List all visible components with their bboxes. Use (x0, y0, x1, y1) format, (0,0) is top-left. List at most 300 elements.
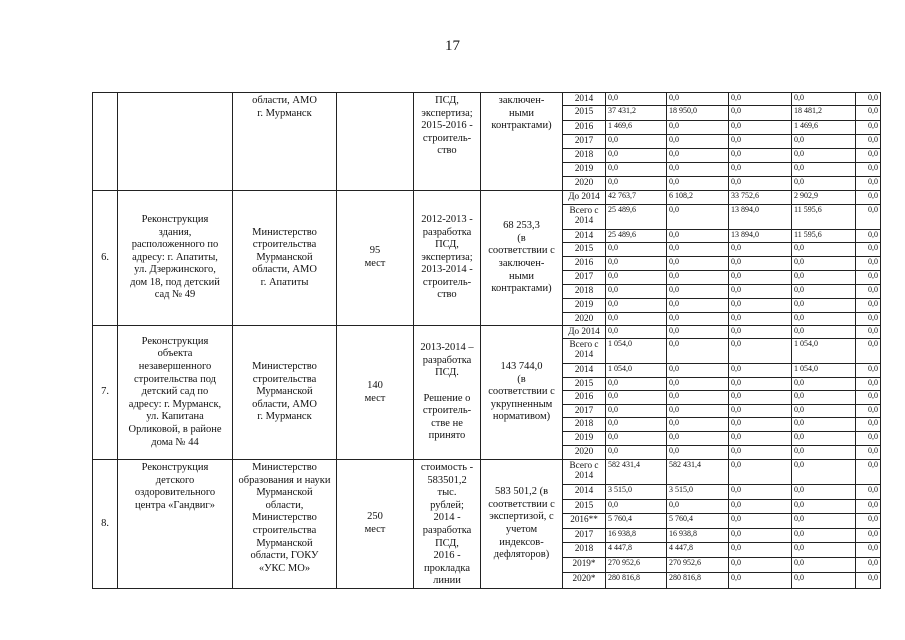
amount-local-cell: 0,0 (792, 391, 856, 405)
amount-total-cell: 1 054,0 (606, 339, 667, 364)
amount-federal-cell: 4 447,8 (667, 543, 729, 558)
customer (233, 93, 337, 191)
year-cell (563, 177, 606, 191)
year-cell (563, 500, 606, 514)
amount-regional-cell: 0,0 (729, 364, 792, 378)
cost-line: учетом (505, 523, 538, 535)
customer-line: Мурманской (256, 487, 313, 499)
year-label: До 2014 (568, 191, 600, 201)
amount-local-cell: 1 054,0 (792, 364, 856, 378)
amount-local-cell: 0,0 (792, 573, 856, 589)
project-name (118, 326, 233, 460)
project-name-line: ул. Дзержинского, (134, 264, 216, 276)
amount-local-cell: 11 595,6 (792, 205, 856, 230)
amount-total-cell: 0,0 (606, 257, 667, 271)
year-cell (563, 285, 606, 299)
project-name-line: сад № 49 (154, 289, 196, 301)
amount-total-cell: 1 054,0 (606, 364, 667, 378)
customer-line: образования и науки (238, 474, 331, 486)
amount-federal-cell: 0,0 (667, 313, 729, 326)
amount-total-cell: 0,0 (606, 326, 667, 339)
amount-regional-cell: 0,0 (729, 528, 792, 543)
project-name-line: Реконструкция (141, 462, 209, 473)
amount-total-cell: 0,0 (606, 135, 667, 149)
amount-local-cell: 11 595,6 (792, 230, 856, 243)
amount-total-cell: 0,0 (606, 285, 667, 299)
table-row (93, 326, 881, 339)
year-cell (563, 313, 606, 326)
year-label: 2017 (574, 135, 594, 145)
amount-total-cell: 0,0 (606, 446, 667, 460)
amount-regional-cell: 0,0 (729, 513, 792, 528)
amount-regional-cell: 0,0 (729, 285, 792, 299)
amount-other-cell: 0,0 (856, 543, 881, 558)
amount-other-cell: 0,0 (856, 513, 881, 528)
year-label: 2014 (574, 364, 594, 374)
project-name-line: дом 18, под детский (130, 276, 220, 288)
stage-line: 2012-2013 - (421, 213, 473, 225)
customer-line: Министерство (252, 226, 317, 238)
cost-line: экспертизой, с (489, 511, 554, 523)
year-label: 2014 (574, 349, 594, 360)
amount-other-cell: 0,0 (856, 313, 881, 326)
amount-total-cell: 25 489,6 (606, 230, 667, 243)
year-cell (563, 191, 606, 205)
year-cell (563, 257, 606, 271)
stage-line: ПСД, (435, 537, 459, 549)
amount-regional-cell: 13 894,0 (729, 230, 792, 243)
amount-other-cell: 0,0 (856, 230, 881, 243)
project-name (118, 93, 233, 191)
amount-federal-cell: 0,0 (667, 364, 729, 378)
year-cell (563, 432, 606, 446)
amount-regional-cell: 0,0 (729, 135, 792, 149)
capacity (337, 326, 414, 460)
amount-local-cell: 0,0 (792, 163, 856, 177)
amount-local-cell: 0,0 (792, 513, 856, 528)
amount-local-cell: 0,0 (792, 93, 856, 106)
year-label: 2016** (570, 513, 598, 524)
amount-other-cell: 0,0 (856, 271, 881, 285)
project-name-line: Реконструкция (141, 213, 209, 225)
amount-other-cell: 0,0 (856, 418, 881, 432)
project-name-line: детский сад по (141, 386, 209, 398)
amount-total-cell: 0,0 (606, 149, 667, 163)
year-cell (563, 271, 606, 285)
cost-line: 583 501,2 (в (494, 486, 549, 498)
amount-other-cell: 0,0 (856, 378, 881, 391)
amount-total-cell: 0,0 (606, 405, 667, 418)
cost-line: индексов- (499, 536, 544, 548)
amount-local-cell: 0,0 (792, 135, 856, 149)
amount-local-cell: 0,0 (792, 271, 856, 285)
amount-other-cell: 0,0 (856, 177, 881, 191)
year-label: 2015 (574, 378, 594, 388)
year-label: Всего с (569, 205, 599, 215)
year-label: 2015 (574, 500, 594, 511)
amount-federal-cell: 0,0 (667, 378, 729, 391)
capacity-line: мест (364, 258, 386, 269)
cost-line: ными (509, 270, 534, 282)
capacity-line: 140 (367, 379, 383, 391)
amount-federal-cell: 6 108,2 (667, 191, 729, 205)
amount-regional-cell: 0,0 (729, 271, 792, 285)
amount-other-cell: 0,0 (856, 285, 881, 299)
amount-other-cell: 0,0 (856, 485, 881, 500)
cost-line: 143 744,0 (500, 361, 543, 373)
stage-line: строитель- (422, 132, 472, 144)
project-name-line: центра «Гандвиг» (135, 499, 215, 511)
amount-local-cell: 0,0 (792, 446, 856, 460)
amount-local-cell: 0,0 (792, 177, 856, 191)
capacity (337, 460, 414, 589)
year-cell (563, 391, 606, 405)
customer-line: области, (265, 499, 304, 511)
year-cell (563, 364, 606, 378)
amount-other-cell: 0,0 (856, 432, 881, 446)
stage-line: Решение о (423, 392, 471, 404)
amount-local-cell: 0,0 (792, 285, 856, 299)
year-cell (563, 93, 606, 106)
cost-line: соответствии с (488, 245, 555, 257)
year-label: 2014 (574, 470, 594, 481)
amount-total-cell: 0,0 (606, 432, 667, 446)
stage-line: стве не (431, 417, 463, 429)
year-label: 2014 (574, 215, 594, 226)
customer-line: области, АМО (252, 95, 317, 106)
amount-other-cell: 0,0 (856, 339, 881, 364)
year-label: 2017 (574, 405, 594, 415)
estimated-cost (481, 93, 563, 191)
cost-line: дефляторов) (493, 549, 550, 561)
year-cell (563, 230, 606, 243)
amount-other-cell: 0,0 (856, 243, 881, 257)
amount-local-cell: 0,0 (792, 543, 856, 558)
stage-line: рублей; (430, 499, 464, 511)
amount-federal-cell: 0,0 (667, 149, 729, 163)
project-name-line: адресу: г. Мурманск, (128, 398, 222, 410)
amount-local-cell: 0,0 (792, 558, 856, 573)
amount-federal-cell: 3 515,0 (667, 485, 729, 500)
amount-other-cell: 0,0 (856, 149, 881, 163)
stage-line: строитель- (422, 405, 472, 417)
amount-local-cell: 0,0 (792, 299, 856, 313)
amount-local-cell: 0,0 (792, 243, 856, 257)
stage-line: разработка (422, 226, 472, 238)
customer-line: г. Мурманск (257, 107, 312, 119)
stage-line: ПСД, (435, 95, 459, 106)
stage-line: ПСД. (435, 367, 459, 379)
amount-federal-cell: 0,0 (667, 500, 729, 514)
amount-total-cell: 42 763,7 (606, 191, 667, 205)
cost-line: соответствии с (488, 498, 555, 510)
table-row (93, 191, 881, 205)
amount-regional-cell: 33 752,6 (729, 191, 792, 205)
year-cell (563, 485, 606, 500)
year-label: 2020 (574, 177, 594, 187)
stage-line: 2013-2014 – (420, 342, 474, 354)
amount-other-cell: 0,0 (856, 500, 881, 514)
customer-line: Министерство (252, 462, 317, 473)
customer-line: Мурманской (256, 251, 313, 263)
amount-total-cell: 25 489,6 (606, 205, 667, 230)
capacity-line: 250 (367, 511, 383, 523)
amount-regional-cell: 0,0 (729, 339, 792, 364)
year-cell (563, 378, 606, 391)
year-cell (563, 149, 606, 163)
customer-line: строительства (252, 239, 317, 251)
amount-federal-cell: 0,0 (667, 121, 729, 135)
year-label: До 2014 (568, 326, 600, 336)
amount-federal-cell: 0,0 (667, 177, 729, 191)
amount-federal-cell: 0,0 (667, 339, 729, 364)
estimated-cost (481, 460, 563, 589)
amount-regional-cell: 0,0 (729, 93, 792, 106)
project-name-line: расположенного по (131, 239, 219, 251)
amount-total-cell: 16 938,8 (606, 528, 667, 543)
amount-other-cell: 0,0 (856, 205, 881, 230)
cost-line: нормативом) (492, 411, 551, 423)
amount-local-cell: 0,0 (792, 418, 856, 432)
year-label: 2018 (574, 285, 594, 295)
year-cell (563, 543, 606, 558)
customer-line: области, АМО (252, 398, 317, 410)
amount-federal-cell: 0,0 (667, 243, 729, 257)
project-name-line: дома № 44 (151, 436, 199, 448)
year-label: 2019* (572, 558, 596, 569)
stage-line: строитель- (422, 276, 472, 288)
implementation-stages (414, 326, 481, 460)
year-label: 2018 (574, 543, 594, 554)
stage-line: 2015-2016 - (421, 120, 473, 132)
stage-line: прокладка (423, 562, 471, 574)
amount-federal-cell: 0,0 (667, 135, 729, 149)
year-label: 2019 (574, 163, 594, 173)
project-number: 7. (93, 326, 118, 460)
amount-federal-cell: 0,0 (667, 205, 729, 230)
year-cell (563, 163, 606, 177)
year-label: 2017 (574, 271, 594, 281)
year-label: 2019 (574, 299, 594, 309)
amount-regional-cell: 0,0 (729, 460, 792, 485)
implementation-stages (414, 460, 481, 589)
amount-total-cell: 0,0 (606, 391, 667, 405)
cost-line: 68 253,3 (503, 220, 540, 232)
amount-federal-cell: 0,0 (667, 299, 729, 313)
amount-total-cell: 270 952,6 (606, 558, 667, 573)
amount-total-cell: 0,0 (606, 299, 667, 313)
project-name-line: адресу: г. Апатиты, (132, 251, 218, 263)
investment-table (92, 92, 881, 589)
amount-total-cell: 0,0 (606, 500, 667, 514)
year-cell (563, 418, 606, 432)
amount-federal-cell: 0,0 (667, 257, 729, 271)
amount-other-cell: 0,0 (856, 391, 881, 405)
amount-federal-cell: 0,0 (667, 418, 729, 432)
stage-line: экспертиза; (421, 107, 473, 119)
amount-other-cell: 0,0 (856, 364, 881, 378)
amount-other-cell: 0,0 (856, 106, 881, 121)
amount-total-cell: 0,0 (606, 93, 667, 106)
amount-local-cell: 0,0 (792, 378, 856, 391)
amount-local-cell: 0,0 (792, 460, 856, 485)
amount-other-cell: 0,0 (856, 257, 881, 271)
customer-line: области, ГОКУ (250, 550, 319, 562)
amount-regional-cell: 0,0 (729, 163, 792, 177)
project-name-line: Реконструкция (141, 335, 209, 347)
stage-line (416, 380, 478, 393)
amount-federal-cell: 280 816,8 (667, 573, 729, 589)
amount-regional-cell: 0,0 (729, 573, 792, 589)
project-name (118, 191, 233, 326)
amount-regional-cell: 0,0 (729, 313, 792, 326)
amount-regional-cell: 0,0 (729, 149, 792, 163)
year-cell (563, 528, 606, 543)
year-label: 2016 (574, 391, 594, 401)
customer-line: «УКС МО» (258, 562, 311, 574)
amount-total-cell: 280 816,8 (606, 573, 667, 589)
amount-local-cell: 0,0 (792, 257, 856, 271)
amount-federal-cell: 0,0 (667, 285, 729, 299)
cost-line: соответствии с (488, 386, 555, 398)
amount-total-cell: 0,0 (606, 378, 667, 391)
amount-other-cell: 0,0 (856, 446, 881, 460)
amount-federal-cell: 5 760,4 (667, 513, 729, 528)
year-label: Всего с (569, 460, 599, 470)
amount-federal-cell: 582 431,4 (667, 460, 729, 485)
amount-total-cell: 5 760,4 (606, 513, 667, 528)
stage-line: принято (428, 430, 466, 442)
stage-line: ство (437, 145, 457, 157)
amount-other-cell: 0,0 (856, 326, 881, 339)
project-name-line: ул. Капитана (146, 411, 204, 423)
capacity (337, 93, 414, 191)
amount-federal-cell: 0,0 (667, 93, 729, 106)
customer-line: Министерство (252, 361, 317, 373)
project-name-line: Орликовой, в районе (128, 423, 222, 435)
amount-regional-cell: 0,0 (729, 106, 792, 121)
year-label: 2020 (574, 446, 594, 456)
year-label: 2020* (572, 573, 596, 583)
project-name (118, 460, 233, 589)
amount-regional-cell: 0,0 (729, 177, 792, 191)
year-label: Всего с (569, 339, 599, 349)
amount-federal-cell: 270 952,6 (667, 558, 729, 573)
amount-local-cell: 2 902,9 (792, 191, 856, 205)
year-label: 2019 (574, 432, 594, 442)
amount-other-cell: 0,0 (856, 573, 881, 589)
stage-line: ПСД, (435, 239, 459, 251)
year-cell (563, 243, 606, 257)
amount-other-cell: 0,0 (856, 191, 881, 205)
year-label: 2014 (574, 485, 594, 496)
project-name-line: незавершенного (138, 361, 212, 373)
amount-regional-cell: 0,0 (729, 485, 792, 500)
year-cell (563, 339, 606, 364)
amount-total-cell: 0,0 (606, 243, 667, 257)
cost-line: (в (517, 232, 526, 244)
stage-line: стоимость - (420, 462, 474, 473)
amount-local-cell: 0,0 (792, 326, 856, 339)
amount-regional-cell: 0,0 (729, 243, 792, 257)
year-label: 2015 (574, 243, 594, 253)
year-label: 2016 (574, 121, 594, 131)
amount-local-cell: 0,0 (792, 528, 856, 543)
capacity (337, 191, 414, 326)
project-number (93, 93, 118, 191)
amount-local-cell: 1 054,0 (792, 339, 856, 364)
amount-regional-cell: 0,0 (729, 326, 792, 339)
customer (233, 191, 337, 326)
customer (233, 326, 337, 460)
customer-line: строительства (252, 373, 317, 385)
project-number: 6. (93, 191, 118, 326)
capacity-line: мест (364, 392, 386, 404)
amount-federal-cell: 0,0 (667, 446, 729, 460)
amount-total-cell: 3 515,0 (606, 485, 667, 500)
amount-total-cell: 0,0 (606, 313, 667, 326)
customer (233, 460, 337, 589)
amount-local-cell: 0,0 (792, 500, 856, 514)
year-cell (563, 446, 606, 460)
year-label: 2016 (574, 257, 594, 267)
year-cell (563, 205, 606, 230)
amount-regional-cell: 0,0 (729, 257, 792, 271)
amount-federal-cell: 0,0 (667, 230, 729, 243)
amount-regional-cell: 0,0 (729, 405, 792, 418)
year-cell (563, 405, 606, 418)
amount-other-cell: 0,0 (856, 460, 881, 485)
year-label: 2014 (574, 230, 594, 240)
customer-line: области, АМО (252, 264, 317, 276)
amount-local-cell: 0,0 (792, 485, 856, 500)
year-cell (563, 121, 606, 135)
amount-other-cell: 0,0 (856, 299, 881, 313)
table-row (93, 93, 881, 106)
cost-line: ными (509, 107, 534, 119)
year-cell (563, 106, 606, 121)
amount-regional-cell: 0,0 (729, 558, 792, 573)
amount-regional-cell: 0,0 (729, 432, 792, 446)
stage-line: 2014 - (433, 512, 461, 524)
amount-federal-cell: 0,0 (667, 391, 729, 405)
amount-total-cell: 0,0 (606, 418, 667, 432)
amount-federal-cell: 0,0 (667, 405, 729, 418)
amount-federal-cell: 0,0 (667, 326, 729, 339)
amount-total-cell: 1 469,6 (606, 121, 667, 135)
stage-line: ство (437, 289, 457, 301)
amount-local-cell: 0,0 (792, 313, 856, 326)
year-cell (563, 558, 606, 573)
amount-regional-cell: 0,0 (729, 446, 792, 460)
stage-line: разработка (422, 524, 472, 536)
capacity-line: 95 (369, 245, 381, 257)
stage-line: разработка (422, 354, 472, 366)
customer-line: г. Апатиты (260, 276, 309, 288)
amount-other-cell: 0,0 (856, 93, 881, 106)
amount-regional-cell: 0,0 (729, 418, 792, 432)
amount-regional-cell: 0,0 (729, 500, 792, 514)
amount-federal-cell: 16 938,8 (667, 528, 729, 543)
customer-line: строительства (252, 524, 317, 536)
year-label: 2018 (574, 149, 594, 159)
year-cell (563, 326, 606, 339)
project-name-line: детского (155, 474, 195, 486)
stage-line: линии (433, 575, 461, 587)
year-cell (563, 460, 606, 485)
page-number: 17 (445, 38, 460, 54)
customer-line: Мурманской (256, 386, 313, 398)
